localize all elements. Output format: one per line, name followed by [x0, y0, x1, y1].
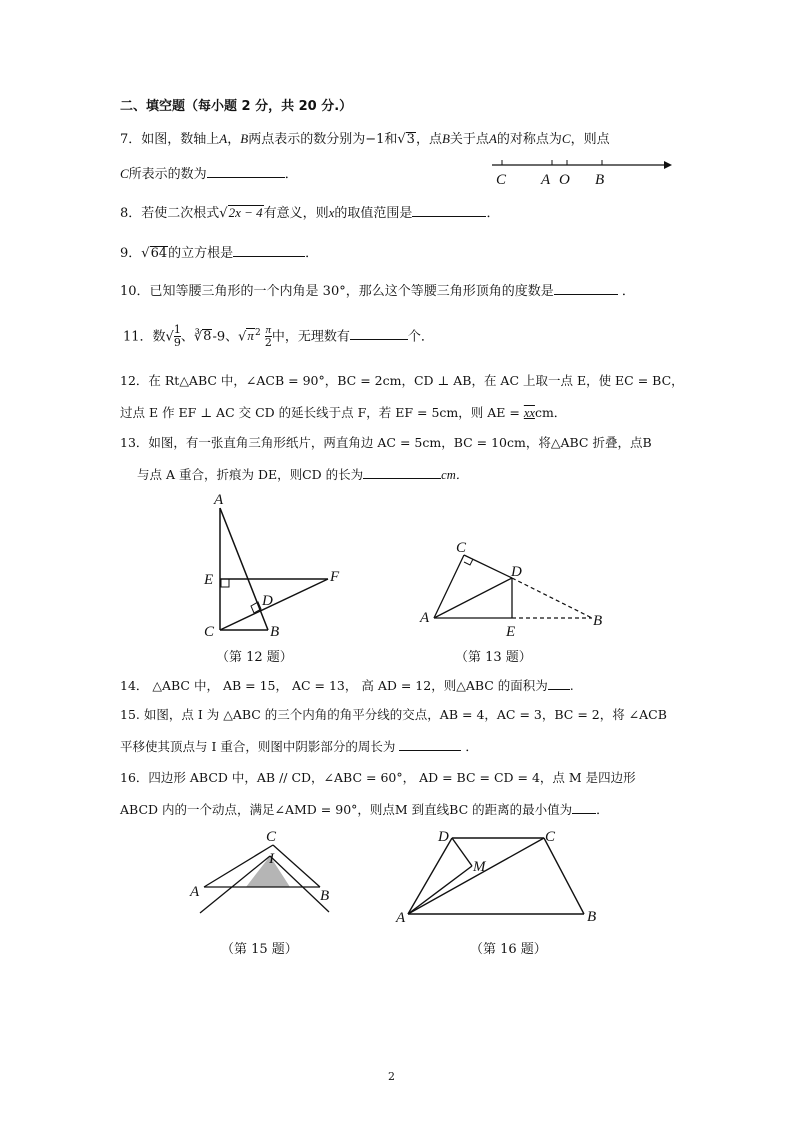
- fig12-caption: （第 12 题）: [216, 650, 293, 665]
- axis-label-o: O: [559, 172, 570, 188]
- q7-line1: 7．如图，数轴上A，B两点表示的数分别为−1和√3，点B关于点A的对称点为C，则点: [120, 131, 610, 147]
- q10: 10．已知等腰三角形的一个内角是 30°，那么这个等腰三角形顶角的度数是 ．: [120, 284, 635, 299]
- fig15-shaded-region: [246, 856, 290, 887]
- q8: 8．若使二次根式√2x − 4有意义，则x的取值范围是 ．: [120, 205, 500, 221]
- fig12-label-d: D: [262, 593, 273, 609]
- q13-line2: 与点 A 重合，折痕为 DE，则CD 的长为 cm．: [137, 467, 469, 482]
- fig16-label-c: C: [545, 829, 556, 845]
- fig15-label-c: C: [266, 829, 277, 845]
- fig15-label-i: I: [269, 851, 274, 867]
- q13-answer-blank[interactable]: [363, 466, 441, 479]
- q12-line1: 12．在 Rt△ABC 中，∠ACB = 90°，BC = 2cm，CD ⊥ AB，在 AC 上取一点 E，使 EC = BC，: [120, 373, 684, 388]
- axis-label-c: C: [496, 172, 507, 188]
- fig13-label-a: A: [420, 610, 430, 626]
- q9: 9．√64的立方根是 ．: [120, 246, 319, 261]
- figure-13: [414, 538, 614, 638]
- q7-line2: C所表示的数为 ．: [120, 166, 298, 182]
- fig12-label-f: F: [330, 569, 340, 585]
- fig15-label-b: B: [320, 888, 330, 904]
- fig13-label-b: B: [593, 613, 603, 629]
- page-number: 2: [388, 1070, 395, 1083]
- q16-line1: 16．四边形 ABCD 中，AB // CD，∠ABC = 60°， AD = BC = CD = 4，点 M 是四边形: [120, 770, 636, 785]
- section-title: 二、填空题（每小题 2 分，共 20 分.）: [120, 99, 353, 114]
- fig12-label-c: C: [204, 624, 215, 640]
- q13-line1: 13．如图，有一张直角三角形纸片，两直角边 AC = 5cm，BC = 10cm，将△ABC 折叠，点B: [120, 435, 652, 450]
- figure-12: [196, 490, 366, 640]
- number-line-figure: [488, 150, 678, 190]
- q16-line2: ABCD 内的一个动点，满足∠AMD = 90°，则点M 到直线BC 的距离的最小值为 ．: [120, 802, 609, 817]
- q11-answer-blank[interactable]: [350, 327, 408, 340]
- fig15-caption: （第 15 题）: [221, 942, 298, 957]
- q11: 11．数√ $\frac{1}{9}$ 、∛8-9、$√\pi^2$ $\frac{\pi}{2}$ 中，无理数有 个．: [123, 323, 434, 350]
- fig16-caption: （第 16 题）: [470, 942, 547, 957]
- q9-answer-blank[interactable]: [233, 244, 305, 257]
- fig16-label-d: D: [438, 829, 449, 845]
- q8-answer-blank[interactable]: [412, 204, 486, 217]
- fig12-label-a: A: [214, 492, 224, 508]
- axis-label-b: B: [595, 172, 605, 188]
- q15-answer-blank[interactable]: [399, 738, 461, 751]
- figure-16: [394, 826, 606, 926]
- fig16-label-b: B: [587, 909, 597, 925]
- fig13-label-d: D: [511, 564, 522, 580]
- fig13-label-c: C: [456, 540, 467, 556]
- fig12-label-b: B: [270, 624, 280, 640]
- figure-15: [186, 828, 346, 920]
- q14-answer-blank[interactable]: [548, 677, 570, 690]
- q14: 14． △ABC 中， AB = 15， AC = 13， 高 AD = 12，则△ABC 的面积为 .: [120, 678, 574, 693]
- fig16-label-m: M: [473, 859, 486, 875]
- arrow-head-icon: [664, 161, 672, 169]
- fig16-label-a: A: [396, 910, 406, 926]
- q15-line2: 平移使其顶点与 I 重合，则图中阴影部分的周长为 ．: [120, 739, 478, 754]
- q12-line2: 过点 E 作 EF ⊥ AC 交 CD 的延长线于点 F，若 EF = 5cm，则 AE = xxcm．: [120, 405, 567, 420]
- q7-answer-blank[interactable]: [207, 165, 285, 178]
- q10-answer-blank[interactable]: [554, 282, 618, 295]
- q16-answer-blank[interactable]: [572, 801, 596, 814]
- axis-label-a: A: [541, 172, 551, 188]
- fig15-label-a: A: [190, 884, 200, 900]
- fig13-label-e: E: [506, 624, 516, 638]
- fig12-label-e: E: [204, 572, 214, 588]
- fig13-caption: （第 13 题）: [455, 650, 532, 665]
- q15-line1: 15. 如图，点 I 为 △ABC 的三个内角的角平分线的交点，AB = 4，AC = 3，BC = 2，将 ∠ACB: [120, 707, 667, 722]
